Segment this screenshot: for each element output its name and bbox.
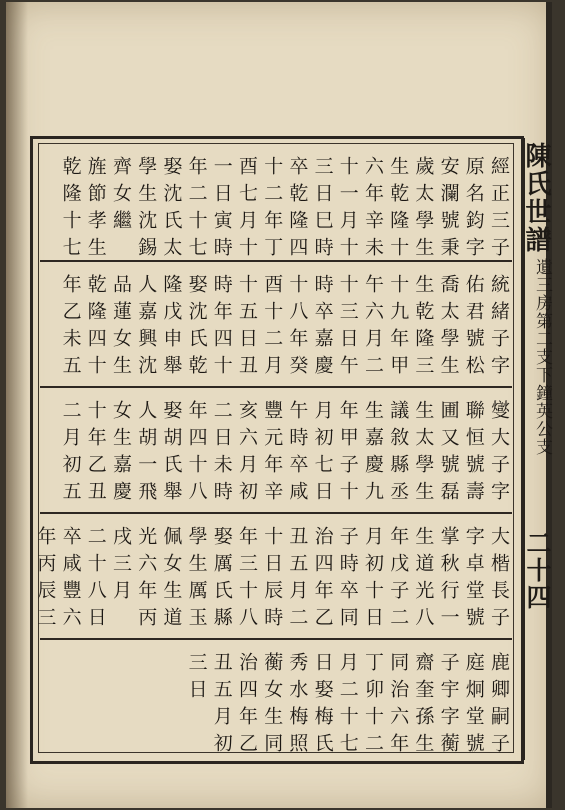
text-column: 娶胡氏舉 [160, 400, 183, 508]
text-column: 議敘縣丞 [387, 400, 410, 508]
text-column: 卒咸豐六 [59, 526, 82, 634]
text-column: 隆戊申舉 [160, 274, 183, 382]
text-column: 娶沈氏乾 [185, 274, 208, 382]
text-column: 乾隆十七 [59, 156, 82, 264]
text-column: 歲太學生 [412, 156, 435, 264]
text-column: 學生厲玉 [185, 526, 208, 634]
text-column: 生乾隆三 [412, 274, 435, 382]
text-column: 年丙辰三 [34, 526, 57, 634]
text-column: 年四十八 [185, 400, 208, 508]
text-column: 原名鈞字 [462, 156, 485, 264]
text-column: 亥六月初 [236, 400, 258, 508]
text-column: 年三十八 [236, 526, 258, 634]
text-column: 娶厲氏縣 [210, 526, 233, 634]
genealogy-title: 陳氏世譜 [521, 142, 551, 254]
text-column: 同治六年 [387, 652, 410, 760]
text-column: 卒乾隆四 [286, 156, 309, 264]
text-column: 六年辛未 [362, 156, 384, 264]
text-column: 女生嘉慶 [110, 400, 132, 508]
text-column: 旌節孝生 [84, 156, 107, 264]
branch-note: 遺三房第二支下鐘英公支 [532, 258, 552, 456]
text-column: 生太學生 [412, 400, 435, 508]
text-column: 二日未時 [210, 400, 233, 508]
text-column: 大楷長子 [488, 526, 510, 634]
text-column: 齋奎孫生 [412, 652, 435, 760]
text-column: 字卓堂號 [462, 526, 485, 634]
text-column: 子時卒同 [336, 526, 359, 634]
text-column: 戌三月 [110, 526, 132, 607]
text-column: 學生沈錫 [135, 156, 158, 264]
text-column: 生乾隆十 [387, 156, 410, 264]
text-column: 十日辰時 [261, 526, 284, 634]
text-column: 人胡一飛 [135, 400, 158, 508]
text-column: 三日巳時 [311, 156, 334, 264]
text-column: 丁卯十二 [362, 652, 384, 760]
entry-band [40, 640, 512, 760]
text-column: 月初七日 [311, 400, 334, 508]
text-column: 齊女繼 [110, 156, 132, 237]
text-column: 時卒嘉慶 [311, 274, 334, 382]
text-column: 燮大子字 [488, 400, 510, 508]
text-column: 秀水梅照 [286, 652, 309, 760]
text-column: 月初十日 [362, 526, 384, 634]
text-column: 娶沈氏太 [160, 156, 183, 264]
page-number: 二十四 [523, 530, 552, 611]
text-column: 鹿卿嗣子 [488, 652, 510, 760]
text-column: 十五日丑 [236, 274, 258, 382]
text-column: 人嘉興沈 [135, 274, 158, 382]
text-column: 治四年乙 [236, 652, 258, 760]
side-banner [523, 138, 555, 760]
text-column: 子宇字蘅 [437, 652, 460, 760]
text-column: 豐元年辛 [261, 400, 284, 508]
text-column: 光六年丙 [135, 526, 158, 634]
text-column: 十一月十 [336, 156, 359, 264]
text-column: 三日 [185, 652, 208, 706]
text-column: 月二十七 [336, 652, 359, 760]
text-column: 佑君號松 [462, 274, 485, 382]
text-column: 十年乙丑 [84, 400, 107, 508]
text-column: 十二年丁 [261, 156, 284, 264]
text-column: 丑五月初 [210, 652, 233, 760]
text-column: 年戊子二 [387, 526, 410, 634]
text-column: 圃又號磊 [437, 400, 460, 508]
text-column: 佩女生道 [160, 526, 183, 634]
text-column: 午時卒咸 [286, 400, 309, 508]
text-column: 喬太學生 [437, 274, 460, 382]
entry-band [40, 388, 512, 508]
text-column: 庭炯堂號 [462, 652, 485, 760]
text-column: 聯恒號壽 [462, 400, 485, 508]
text-column: 日娶梅氏 [311, 652, 334, 760]
text-column: 掌秋行一 [437, 526, 460, 634]
text-column: 十九年甲 [387, 274, 410, 382]
text-column: 品蓮女生 [110, 274, 132, 382]
text-column: 酉十二月 [261, 274, 284, 382]
text-column: 統緒子字 [488, 274, 510, 382]
text-column: 乾隆四十 [84, 274, 107, 382]
entry-band [34, 514, 512, 634]
text-column: 年甲子十 [336, 400, 359, 508]
text-column: 經正三子 [488, 156, 510, 264]
text-column: 時年四十 [210, 274, 233, 382]
text-column: 午六月二 [362, 274, 384, 382]
text-column: 生道光八 [412, 526, 435, 634]
text-column: 十三日午 [336, 274, 359, 382]
text-column: 年二十七 [185, 156, 208, 264]
spine-shadow [6, 2, 28, 808]
text-column: 一日寅時 [210, 156, 233, 264]
entry-band [40, 262, 512, 382]
text-column: 安瀾號秉 [437, 156, 460, 264]
text-column: 蘅女生同 [261, 652, 284, 760]
entry-band [40, 144, 512, 264]
text-column: 二十八日 [84, 526, 107, 634]
text-column: 生嘉慶九 [362, 400, 384, 508]
text-column: 十八年癸 [286, 274, 309, 382]
text-column: 酉七月十 [236, 156, 258, 264]
text-column: 治四年乙 [311, 526, 334, 634]
text-column: 年乙未五 [59, 274, 82, 382]
text-column: 二月初五 [59, 400, 82, 508]
text-column: 丑五月二 [286, 526, 309, 634]
